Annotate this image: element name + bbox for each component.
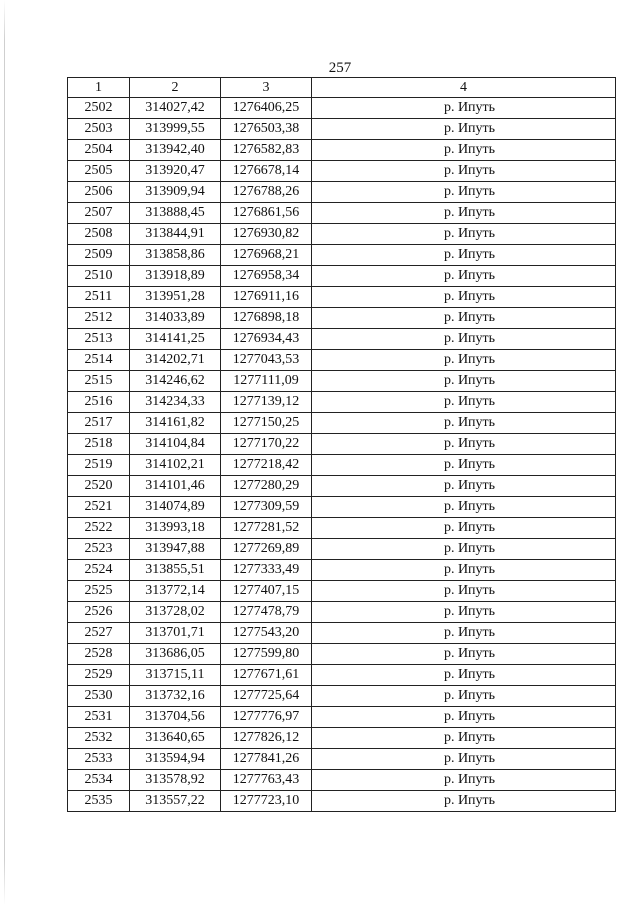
point-number-cell: 2510	[68, 266, 130, 287]
description-text: р. Ипуть	[443, 310, 496, 325]
y-coordinate-cell: 1277725,64	[221, 686, 312, 707]
x-coordinate-cell: 313557,22	[130, 791, 221, 812]
description-text: р. Ипуть	[443, 205, 496, 220]
y-coordinate-cell: 1276788,26	[221, 182, 312, 203]
description-cell	[312, 329, 616, 350]
table-row	[68, 224, 616, 245]
y-coordinate-cell: 1277763,43	[221, 770, 312, 791]
description-cell	[312, 98, 616, 119]
point-number-cell: 2531	[68, 707, 130, 728]
description-text: р. Ипуть	[443, 688, 496, 703]
y-coordinate-cell: 1276911,16	[221, 287, 312, 308]
description-cell	[312, 665, 616, 686]
description-text: р. Ипуть	[443, 415, 496, 430]
y-coordinate-cell: 1277333,49	[221, 560, 312, 581]
description-text: р. Ипуть	[443, 352, 496, 367]
x-coordinate-cell: 313920,47	[130, 161, 221, 182]
description-text: р. Ипуть	[443, 268, 496, 283]
x-coordinate-cell: 313858,86	[130, 245, 221, 266]
table-row	[68, 98, 616, 119]
x-coordinate-cell: 313578,92	[130, 770, 221, 791]
description-text: р. Ипуть	[443, 667, 496, 682]
table-row	[68, 707, 616, 728]
table-row	[68, 602, 616, 623]
table-row	[68, 140, 616, 161]
description-text: р. Ипуть	[443, 772, 496, 787]
point-number-cell: 2534	[68, 770, 130, 791]
description-cell	[312, 182, 616, 203]
table-row	[68, 182, 616, 203]
table-row	[68, 749, 616, 770]
table-row	[68, 161, 616, 182]
y-coordinate-cell: 1276968,21	[221, 245, 312, 266]
description-cell	[312, 602, 616, 623]
table-row	[68, 770, 616, 791]
x-coordinate-cell: 314101,46	[130, 476, 221, 497]
description-cell	[312, 707, 616, 728]
point-number-cell: 2535	[68, 791, 130, 812]
description-text: р. Ипуть	[443, 247, 496, 262]
point-number-cell: 2532	[68, 728, 130, 749]
point-number-cell: 2502	[68, 98, 130, 119]
y-coordinate-cell: 1277776,97	[221, 707, 312, 728]
y-coordinate-cell: 1277269,89	[221, 539, 312, 560]
table-row	[68, 665, 616, 686]
x-coordinate-cell: 313640,65	[130, 728, 221, 749]
description-text: р. Ипуть	[443, 100, 496, 115]
y-coordinate-cell: 1277111,09	[221, 371, 312, 392]
description-cell	[312, 455, 616, 476]
x-coordinate-cell: 313947,88	[130, 539, 221, 560]
table-header-row	[68, 78, 616, 98]
table-row	[68, 350, 616, 371]
description-text: р. Ипуть	[443, 709, 496, 724]
y-coordinate-cell: 1277280,29	[221, 476, 312, 497]
point-number-cell: 2521	[68, 497, 130, 518]
description-text: р. Ипуть	[443, 646, 496, 661]
y-coordinate-cell: 1277150,25	[221, 413, 312, 434]
description-text: р. Ипуть	[443, 730, 496, 745]
y-coordinate-cell: 1277281,52	[221, 518, 312, 539]
y-coordinate-cell: 1277826,12	[221, 728, 312, 749]
x-coordinate-cell: 313594,94	[130, 749, 221, 770]
table-row	[68, 686, 616, 707]
description-cell	[312, 140, 616, 161]
description-text: р. Ипуть	[443, 604, 496, 619]
description-cell	[312, 224, 616, 245]
x-coordinate-cell: 313844,91	[130, 224, 221, 245]
page-number: 257	[328, 60, 352, 76]
description-text: р. Ипуть	[443, 394, 496, 409]
x-coordinate-cell: 314246,62	[130, 371, 221, 392]
description-cell	[312, 518, 616, 539]
table-row	[68, 308, 616, 329]
description-cell	[312, 644, 616, 665]
description-text: р. Ипуть	[443, 457, 496, 472]
point-number-cell: 2517	[68, 413, 130, 434]
table-row	[68, 728, 616, 749]
description-text: р. Ипуть	[443, 331, 496, 346]
description-text: р. Ипуть	[443, 583, 496, 598]
x-coordinate-cell: 313951,28	[130, 287, 221, 308]
table-row	[68, 266, 616, 287]
table-row	[68, 560, 616, 581]
x-coordinate-cell: 314202,71	[130, 350, 221, 371]
description-cell	[312, 413, 616, 434]
point-number-cell: 2528	[68, 644, 130, 665]
point-number-cell: 2503	[68, 119, 130, 140]
table-row	[68, 392, 616, 413]
y-coordinate-cell: 1277309,59	[221, 497, 312, 518]
x-coordinate-cell: 314074,89	[130, 497, 221, 518]
table-row	[68, 287, 616, 308]
y-coordinate-cell: 1277671,61	[221, 665, 312, 686]
x-coordinate-cell: 313855,51	[130, 560, 221, 581]
point-number-cell: 2516	[68, 392, 130, 413]
description-text: р. Ипуть	[443, 436, 496, 451]
table-row	[68, 791, 616, 812]
x-coordinate-cell: 313909,94	[130, 182, 221, 203]
column-header-3: 3	[221, 78, 312, 98]
table-row	[68, 119, 616, 140]
column-header-4: 4	[312, 78, 616, 98]
y-coordinate-cell: 1277543,20	[221, 623, 312, 644]
y-coordinate-cell: 1277139,12	[221, 392, 312, 413]
description-text: р. Ипуть	[443, 541, 496, 556]
table-row	[68, 581, 616, 602]
point-number-cell: 2520	[68, 476, 130, 497]
description-cell	[312, 497, 616, 518]
description-cell	[312, 728, 616, 749]
y-coordinate-cell: 1277599,80	[221, 644, 312, 665]
x-coordinate-cell: 313715,11	[130, 665, 221, 686]
description-text: р. Ипуть	[443, 373, 496, 388]
description-text: р. Ипуть	[443, 478, 496, 493]
table-row	[68, 623, 616, 644]
y-coordinate-cell: 1277407,15	[221, 581, 312, 602]
point-number-cell: 2530	[68, 686, 130, 707]
table-row	[68, 476, 616, 497]
table-row	[68, 413, 616, 434]
point-number-cell: 2505	[68, 161, 130, 182]
y-coordinate-cell: 1277723,10	[221, 791, 312, 812]
y-coordinate-cell: 1276503,38	[221, 119, 312, 140]
description-cell	[312, 203, 616, 224]
y-coordinate-cell: 1276582,83	[221, 140, 312, 161]
description-text: р. Ипуть	[443, 520, 496, 535]
y-coordinate-cell: 1276678,14	[221, 161, 312, 182]
y-coordinate-cell: 1276930,82	[221, 224, 312, 245]
description-cell	[312, 539, 616, 560]
description-text: р. Ипуть	[443, 184, 496, 199]
point-number-cell: 2511	[68, 287, 130, 308]
x-coordinate-cell: 314033,89	[130, 308, 221, 329]
y-coordinate-cell: 1276406,25	[221, 98, 312, 119]
point-number-cell: 2529	[68, 665, 130, 686]
y-coordinate-cell: 1276861,56	[221, 203, 312, 224]
table-row	[68, 434, 616, 455]
description-cell	[312, 791, 616, 812]
point-number-cell: 2504	[68, 140, 130, 161]
point-number-cell: 2519	[68, 455, 130, 476]
scan-margin-line	[4, 0, 5, 905]
description-text: р. Ипуть	[443, 289, 496, 304]
table-row	[68, 518, 616, 539]
y-coordinate-cell: 1277170,22	[221, 434, 312, 455]
description-text: р. Ипуть	[443, 121, 496, 136]
table-row	[68, 539, 616, 560]
y-coordinate-cell: 1277478,79	[221, 602, 312, 623]
description-cell	[312, 770, 616, 791]
y-coordinate-cell: 1277841,26	[221, 749, 312, 770]
table-row	[68, 644, 616, 665]
point-number-cell: 2522	[68, 518, 130, 539]
coordinates-table	[67, 77, 616, 812]
description-text: р. Ипуть	[443, 163, 496, 178]
table-row	[68, 329, 616, 350]
point-number-cell: 2507	[68, 203, 130, 224]
x-coordinate-cell: 314102,21	[130, 455, 221, 476]
x-coordinate-cell: 313918,89	[130, 266, 221, 287]
description-cell	[312, 266, 616, 287]
x-coordinate-cell: 314234,33	[130, 392, 221, 413]
description-cell	[312, 119, 616, 140]
x-coordinate-cell: 313732,16	[130, 686, 221, 707]
table-row	[68, 371, 616, 392]
point-number-cell: 2525	[68, 581, 130, 602]
description-text: р. Ипуть	[443, 562, 496, 577]
description-cell	[312, 686, 616, 707]
x-coordinate-cell: 313999,55	[130, 119, 221, 140]
x-coordinate-cell: 314141,25	[130, 329, 221, 350]
point-number-cell: 2527	[68, 623, 130, 644]
description-cell	[312, 749, 616, 770]
table-row	[68, 245, 616, 266]
point-number-cell: 2524	[68, 560, 130, 581]
point-number-cell: 2518	[68, 434, 130, 455]
x-coordinate-cell: 313942,40	[130, 140, 221, 161]
description-cell	[312, 476, 616, 497]
x-coordinate-cell: 313701,71	[130, 623, 221, 644]
y-coordinate-cell: 1277218,42	[221, 455, 312, 476]
table-row	[68, 203, 616, 224]
description-cell	[312, 308, 616, 329]
description-cell	[312, 161, 616, 182]
description-text: р. Ипуть	[443, 142, 496, 157]
x-coordinate-cell: 313704,56	[130, 707, 221, 728]
point-number-cell: 2512	[68, 308, 130, 329]
point-number-cell: 2509	[68, 245, 130, 266]
description-cell	[312, 350, 616, 371]
column-header-2: 2	[130, 78, 221, 98]
point-number-cell: 2515	[68, 371, 130, 392]
x-coordinate-cell: 313772,14	[130, 581, 221, 602]
point-number-cell: 2526	[68, 602, 130, 623]
table-row	[68, 497, 616, 518]
description-text: р. Ипуть	[443, 499, 496, 514]
description-cell	[312, 392, 616, 413]
description-cell	[312, 581, 616, 602]
x-coordinate-cell: 314027,42	[130, 98, 221, 119]
x-coordinate-cell: 314161,82	[130, 413, 221, 434]
description-cell	[312, 287, 616, 308]
y-coordinate-cell: 1276958,34	[221, 266, 312, 287]
point-number-cell: 2506	[68, 182, 130, 203]
y-coordinate-cell: 1276898,18	[221, 308, 312, 329]
description-text: р. Ипуть	[443, 793, 496, 808]
point-number-cell: 2514	[68, 350, 130, 371]
table-row	[68, 455, 616, 476]
description-text: р. Ипуть	[443, 751, 496, 766]
x-coordinate-cell: 314104,84	[130, 434, 221, 455]
table-body	[68, 98, 616, 812]
description-cell	[312, 560, 616, 581]
x-coordinate-cell: 313888,45	[130, 203, 221, 224]
description-cell	[312, 245, 616, 266]
description-cell	[312, 623, 616, 644]
point-number-cell: 2533	[68, 749, 130, 770]
x-coordinate-cell: 313728,02	[130, 602, 221, 623]
point-number-cell: 2508	[68, 224, 130, 245]
description-text: р. Ипуть	[443, 625, 496, 640]
x-coordinate-cell: 313993,18	[130, 518, 221, 539]
column-header-1: 1	[68, 78, 130, 98]
x-coordinate-cell: 313686,05	[130, 644, 221, 665]
point-number-cell: 2513	[68, 329, 130, 350]
point-number-cell: 2523	[68, 539, 130, 560]
y-coordinate-cell: 1277043,53	[221, 350, 312, 371]
y-coordinate-cell: 1276934,43	[221, 329, 312, 350]
description-cell	[312, 371, 616, 392]
description-text: р. Ипуть	[443, 226, 496, 241]
description-cell	[312, 434, 616, 455]
